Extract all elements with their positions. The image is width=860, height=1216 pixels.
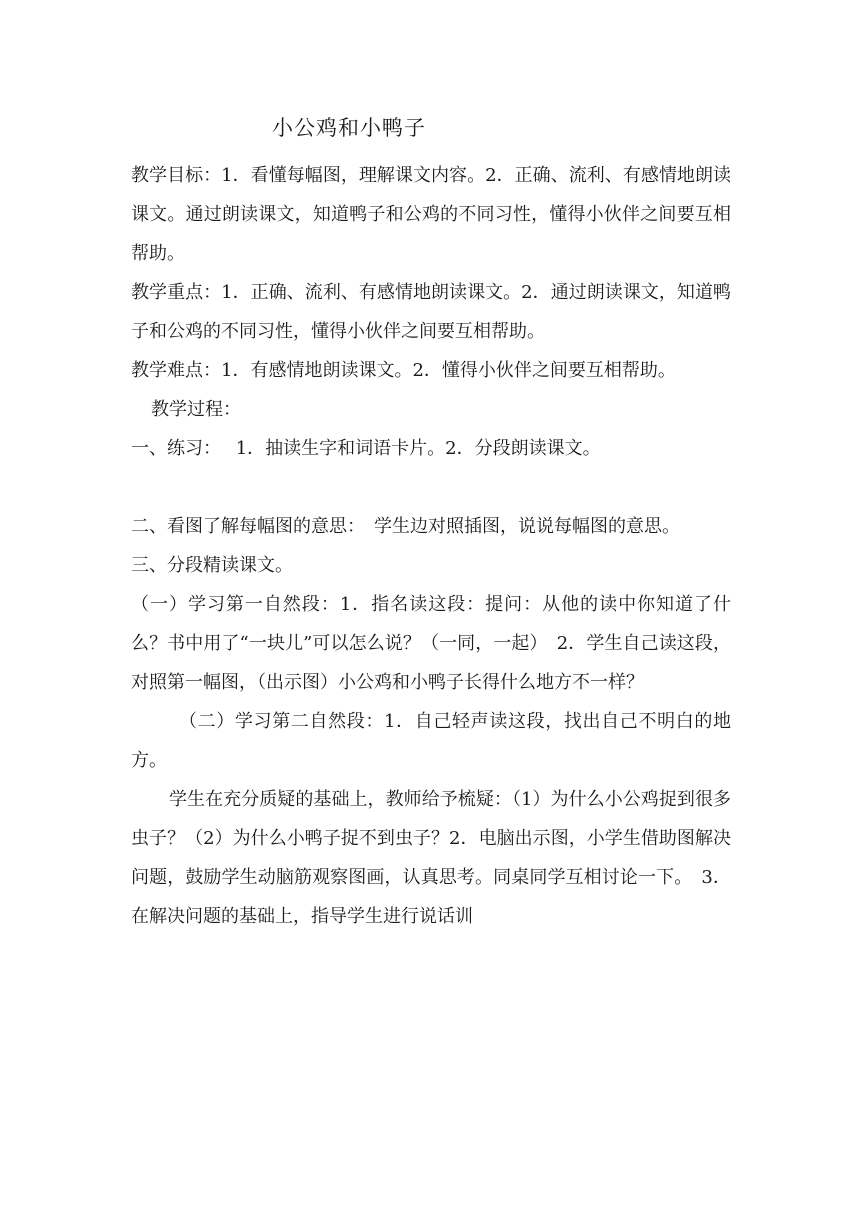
- teaching-goals-paragraph: 教学目标：1．看懂每幅图，理解课文内容。2．正确、流利、有感情地朗读课文。通过朗读课文，知道鸭子和公鸡的不同习性，懂得小伙伴之间要互相帮助。: [131, 165, 731, 264]
- blank-line: [131, 468, 731, 507]
- part-three-paragraph: 学生在充分质疑的基础上，教师给予梳疑：（1）为什么小公鸡捉到很多虫子？（2）为什么小鸭子捉不到虫子？2．电脑出示图，小学生借助图解决问题，鼓励学生动脑筋观察图画，认真思考。同桌同学互相讨论一下。 3．在解决问题的基础上，指导学生进行说话训: [131, 789, 731, 927]
- difficulties-paragraph: 教学难点：1．有感情地朗读课文。2．懂得小伙伴之间要互相帮助。: [131, 360, 676, 381]
- document-body: [131, 156, 731, 936]
- part-one-paragraph: （一）学习第一自然段：1．指名读这段：提问：从他的读中你知道了什么？书中用了“一块儿”可以怎么说？（一同，一起） 2．学生自己读这段，对照第一幅图，（出示图）小公鸡和小鸭子长得什么地方不一样？: [131, 594, 731, 693]
- step-one-paragraph: 一、练习： 1．抽读生字和词语卡片。2．分段朗读课文。: [131, 438, 601, 459]
- step-three-paragraph: 三、分段精读课文。: [131, 555, 293, 576]
- key-points-paragraph: 教学重点：1．正确、流利、有感情地朗读课文。2．通过朗读课文，知道鸭子和公鸡的不同习性，懂得小伙伴之间要互相帮助。: [131, 282, 731, 342]
- document-title: 小公鸡和小鸭子: [272, 116, 426, 140]
- part-two-paragraph: （二）学习第二自然段：1．自己轻声读这段，找出自己不明白的地方。: [131, 711, 731, 771]
- process-heading: 教学过程：: [151, 399, 241, 420]
- step-two-paragraph: 二、看图了解每幅图的意思： 学生边对照插图，说说每幅图的意思。: [131, 516, 680, 537]
